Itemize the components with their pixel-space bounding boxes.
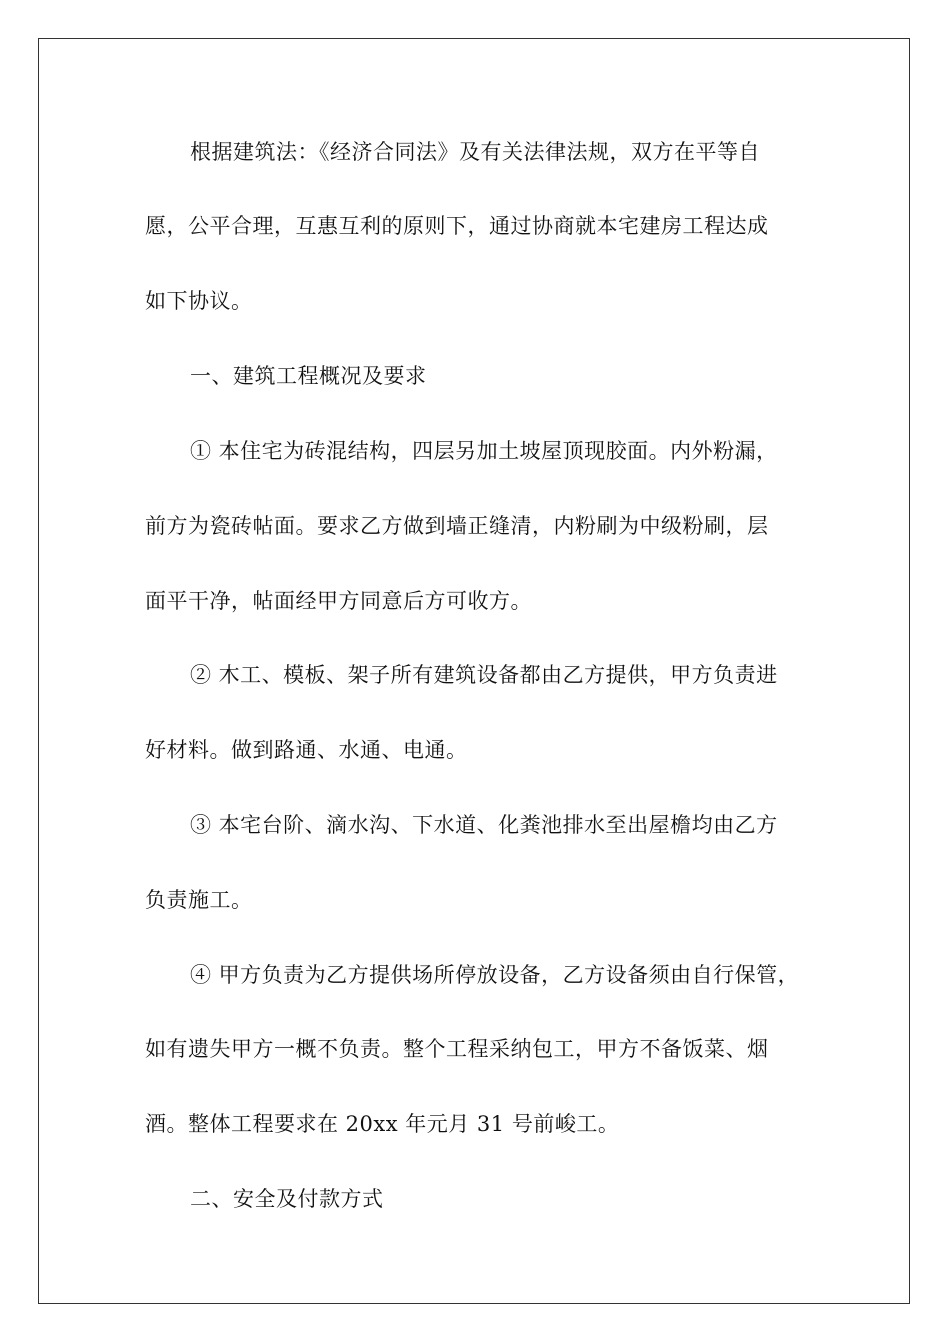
item-4-line-3: 酒。整体工程要求在 20xx 年元月 31 号前峻工。	[145, 1112, 620, 1136]
item-3-line-1: ③ 本宅台阶、滴水沟、下水道、化粪池排水至出屋檐均由乙方	[190, 813, 778, 837]
paragraph-intro-line-1: 根据建筑法：《经济合同法》及有关法律法规，双方在平等自	[190, 140, 760, 164]
item-3-line-2: 负责施工。	[145, 888, 253, 912]
section-heading-2: 二、安全及付款方式	[190, 1187, 384, 1211]
item-2-line-2: 好材料。做到路通、水通、电通。	[145, 738, 468, 762]
paragraph-intro-line-2: 愿，公平合理，互惠互利的原则下，通过协商就本宅建房工程达成	[145, 214, 769, 238]
item-2-line-1: ② 木工、模板、架子所有建筑设备都由乙方提供，甲方负责进	[190, 663, 778, 687]
item-1-line-2: 前方为瓷砖帖面。要求乙方做到墙正缝清，内粉刷为中级粉刷，层	[145, 514, 769, 538]
item-1-line-1: ① 本住宅为砖混结构，四层另加土坡屋顶现胶面。内外粉漏，	[190, 439, 778, 463]
section-heading-1: 一、建筑工程概况及要求	[190, 364, 427, 388]
paragraph-intro-line-3: 如下协议。	[145, 289, 253, 313]
item-4-line-2: 如有遗失甲方一概不负责。整个工程采纳包工，甲方不备饭菜、烟	[145, 1037, 769, 1061]
item-4-line-1: ④ 甲方负责为乙方提供场所停放设备，乙方设备须由自行保管，	[190, 963, 800, 987]
item-1-line-3: 面平干净，帖面经甲方同意后方可收方。	[145, 589, 532, 613]
